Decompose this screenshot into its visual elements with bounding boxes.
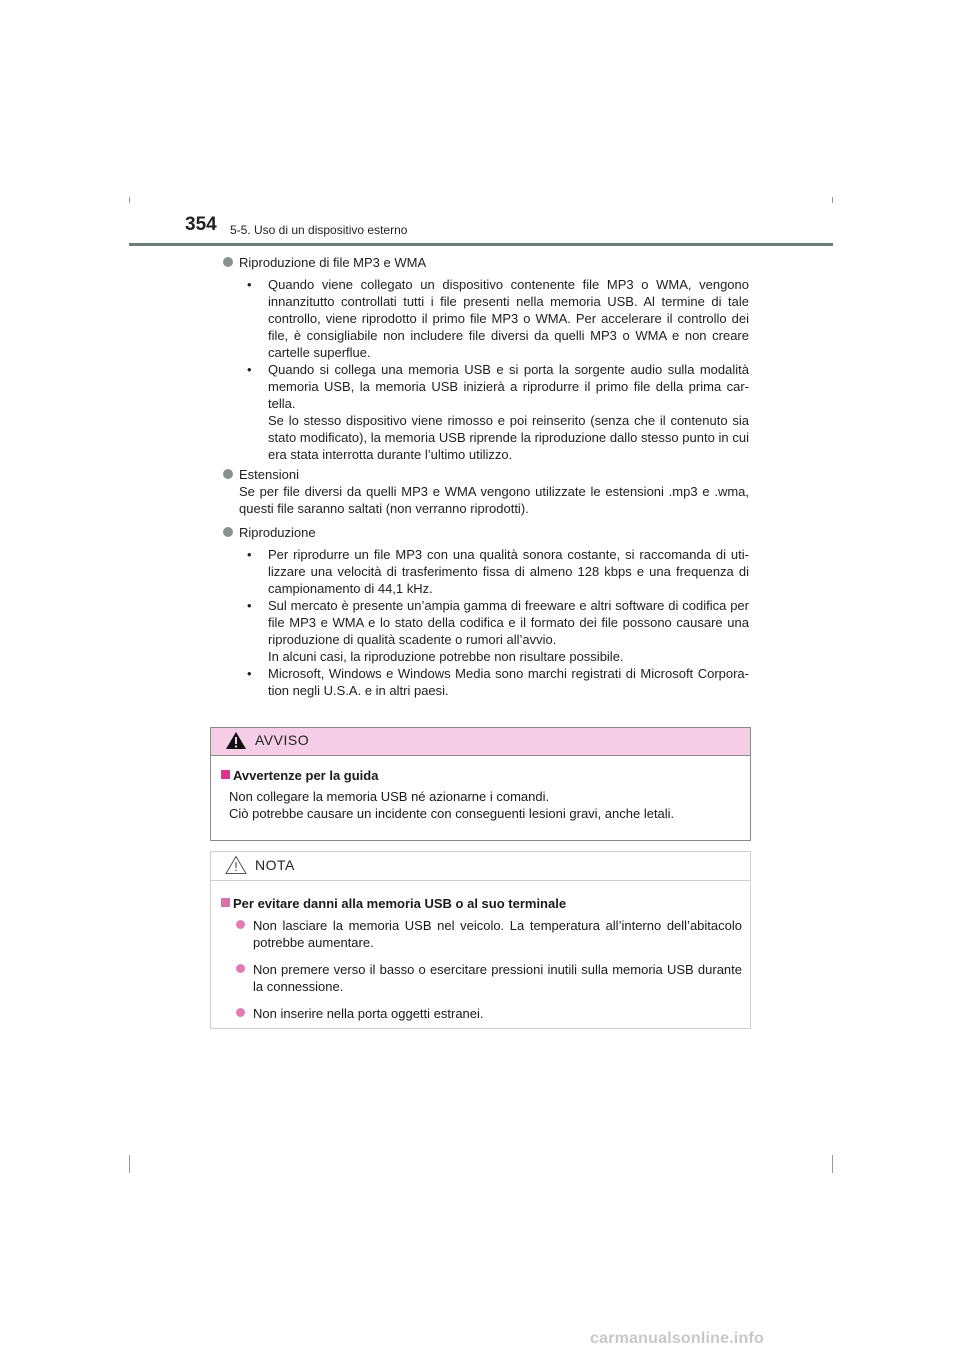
list-item: • Sul mercato è presente un’ampia gamma di freeware e altri software di codifica per file MP3 e WMA e lo stato della codifica e il formato dei file possono causare una riproduzione di qualità scadente o rumori all’avvio. In alcuni casi, la riproduzione potrebbe non risultare possibile. xyxy=(247,598,749,664)
section-extensions xyxy=(223,466,749,517)
note-body xyxy=(211,881,750,1022)
list-item: • Quando si collega una memoria USB e si porta la sorgente audio sulla modalità memoria USB, la memoria USB inizierà a riprodurre il primo file della prima car-tella. Se lo stesso dispositivo viene rimosso e poi reinserito (senza che il contenuto sia stato modificato), la memoria USB riprende la riproduzione dallo stesso punto in cui era stata interrotta durante l’ultimo utilizzo. xyxy=(247,362,749,462)
paragraph: Se per file diversi da quelli MP3 e WMA vengono utilizzate le estensioni .mp3 e .wma, questi file saranno saltati (non verranno riprodotti). xyxy=(239,484,749,516)
watermark: carmanualsonline.info xyxy=(590,1330,765,1347)
warning-heading: Avvertenze per la guida xyxy=(221,767,742,784)
bullet-dot-icon xyxy=(223,257,233,267)
warning-title: AVVISO xyxy=(255,732,310,748)
section-playback xyxy=(223,524,749,699)
note-item: Non inserire nella porta oggetti estranei. xyxy=(221,1005,742,1022)
warning-text: Non collegare la memoria USB né azionarne i comandi. Ciò potrebbe causare un incidente con conseguenti lesioni gravi, anche letali. xyxy=(229,789,675,821)
bullet-list xyxy=(239,276,749,463)
list-item: • Microsoft, Windows e Windows Media sono marchi registrati di Microsoft Corpora-tion negli U.S.A. e in altri paesi. xyxy=(247,666,749,698)
crop-mark-bottom-right xyxy=(832,1155,833,1173)
bullet-dot-icon xyxy=(223,527,233,537)
list-item: • Per riprodurre un file MP3 con una qualità sonora costante, si raccomanda di uti-lizzare una velocità di trasferimento fissa di almeno 128 kbps e una frequenza di campionamento di 44,1 kHz. xyxy=(247,547,749,596)
warning-triangle-icon xyxy=(225,731,247,750)
note-header xyxy=(211,852,750,881)
section-heading: Riproduzione xyxy=(239,525,316,540)
bullet-dot-icon xyxy=(236,920,245,929)
note-item: Non lasciare la memoria USB nel veicolo. La temperatura all’interno dell’abitacolo potrebbe aumentare. xyxy=(221,917,742,951)
crop-mark-top-left xyxy=(129,197,130,203)
crop-mark-bottom-left xyxy=(129,1155,130,1173)
section-title: 5-5. Uso di un dispositivo esterno xyxy=(230,223,408,237)
list-item: • Quando viene collegato un dispositivo contenente file MP3 o WMA, vengono innanzitutto controllati tutti i file presenti nella memoria USB. Al termine di tale controllo, viene riprodotto il primo file MP3 o WMA. Per accelerare il controllo dei file, è consigliabile non includere file diversi da quelli MP3 o WMA e non creare cartelle superflue. xyxy=(247,277,749,360)
note-title: NOTA xyxy=(255,857,295,873)
bullet-dot-icon xyxy=(223,469,233,479)
square-bullet-icon xyxy=(221,770,230,779)
section-mp3-wma xyxy=(223,254,749,463)
bullet-dot-icon xyxy=(236,1008,245,1017)
header-rule xyxy=(129,243,833,246)
warning-header xyxy=(211,728,750,756)
crop-mark-top-right xyxy=(832,197,833,203)
main-content xyxy=(223,254,749,699)
page-number: 354 xyxy=(185,214,217,235)
bullet-dot-icon xyxy=(236,964,245,973)
note-box xyxy=(210,851,751,1029)
note-heading: Per evitare danni alla memoria USB o al suo terminale xyxy=(221,895,742,912)
warning-box xyxy=(210,727,751,841)
caution-triangle-icon xyxy=(225,855,247,875)
bullet-list xyxy=(239,546,749,699)
section-heading: Riproduzione di file MP3 e WMA xyxy=(239,255,427,270)
section-heading: Estensioni xyxy=(239,467,299,482)
warning-body xyxy=(211,756,750,822)
note-item: Non premere verso il basso o esercitare pressioni inutili sulla memoria USB durante la connessione. xyxy=(221,961,742,995)
square-bullet-icon xyxy=(221,898,230,907)
